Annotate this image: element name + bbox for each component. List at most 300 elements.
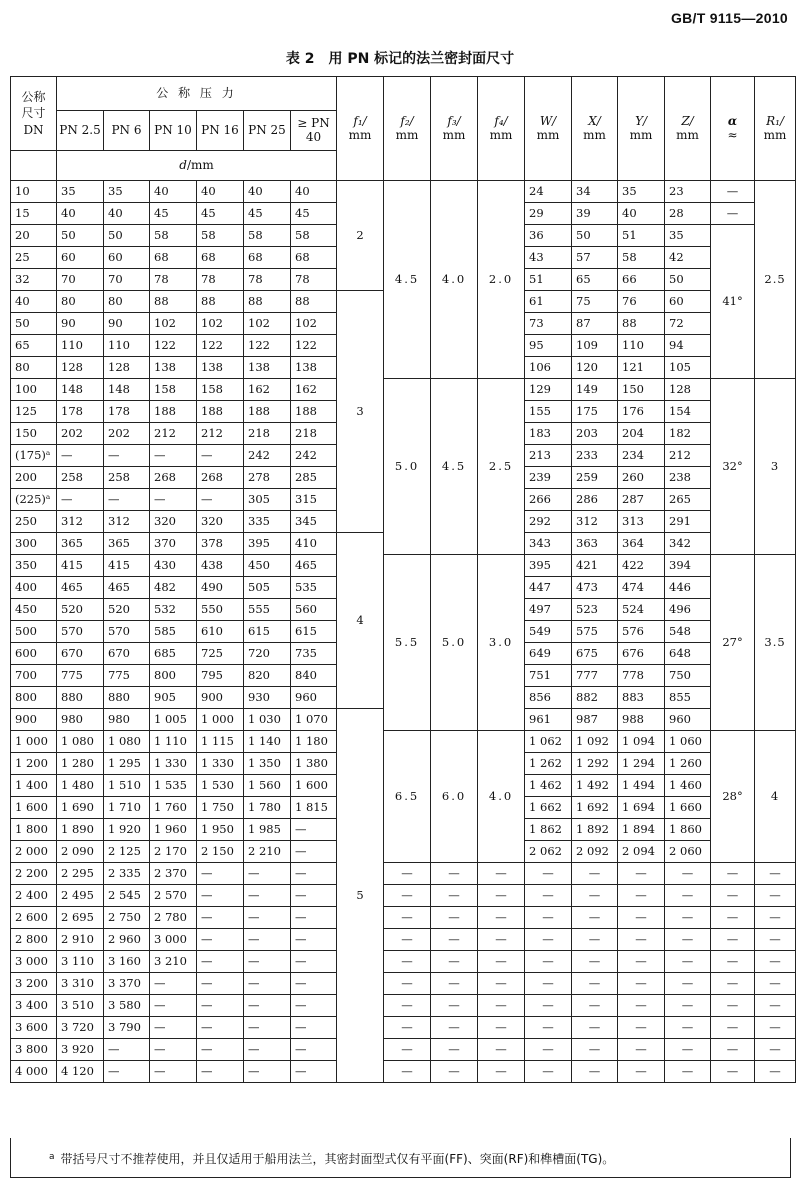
x-cell: 34	[572, 181, 618, 203]
d-cell: —	[197, 973, 244, 995]
dn-header-line1: 公称	[21, 90, 46, 105]
empty-dash-cell: —	[525, 1039, 572, 1061]
d-cell: —	[197, 445, 244, 467]
d-cell: 3 370	[104, 973, 150, 995]
d-cell: 610	[197, 621, 244, 643]
r1-cell: 3.5	[755, 555, 796, 731]
dn-cell: 400	[11, 577, 57, 599]
w-cell: 395	[525, 555, 572, 577]
pressure-header-4: PN 25	[244, 111, 291, 151]
f2-cell: 6.5	[384, 731, 431, 863]
d-cell: 415	[57, 555, 104, 577]
d-cell: 1 115	[197, 731, 244, 753]
dn-cell: 3 800	[11, 1039, 57, 1061]
empty-dash-cell: —	[755, 1039, 796, 1061]
d-cell: 258	[57, 467, 104, 489]
dn-cell: 4 000	[11, 1061, 57, 1083]
d-cell: 670	[57, 643, 104, 665]
y-cell: 988	[618, 709, 665, 731]
dn-cell: 3 600	[11, 1017, 57, 1039]
d-cell: 1 295	[104, 753, 150, 775]
table-row	[11, 863, 796, 885]
y-cell: 2 094	[618, 841, 665, 863]
d-cell: 242	[244, 445, 291, 467]
d-cell: 40	[150, 181, 197, 203]
x-cell: 987	[572, 709, 618, 731]
d-cell: 68	[150, 247, 197, 269]
d-cell: 365	[57, 533, 104, 555]
table-row	[11, 995, 796, 1017]
empty-dash-cell: —	[525, 929, 572, 951]
d-cell: 178	[57, 401, 104, 423]
y-cell: 35	[618, 181, 665, 203]
z-cell: 265	[665, 489, 711, 511]
table-row	[11, 885, 796, 907]
empty-dash-cell: —	[618, 1017, 665, 1039]
z-cell: 60	[665, 291, 711, 313]
d-cell: 35	[104, 181, 150, 203]
dn-cell: 450	[11, 599, 57, 621]
y-cell: 524	[618, 599, 665, 621]
x-cell: 65	[572, 269, 618, 291]
table-row	[11, 951, 796, 973]
d-cell: —	[291, 973, 337, 995]
w-cell: 649	[525, 643, 572, 665]
d-cell: 930	[244, 687, 291, 709]
d-cell: 560	[291, 599, 337, 621]
w-cell: 292	[525, 511, 572, 533]
d-cell: 2 695	[57, 907, 104, 929]
d-cell: 1 330	[150, 753, 197, 775]
alpha-cell: 27°	[711, 555, 755, 731]
z-cell: 28	[665, 203, 711, 225]
dn-cell: 700	[11, 665, 57, 687]
empty-dash-cell: —	[618, 973, 665, 995]
d-cell: 3 000	[150, 929, 197, 951]
d-cell: 820	[244, 665, 291, 687]
y-cell: 88	[618, 313, 665, 335]
d-cell: —	[244, 973, 291, 995]
d-cell: 615	[244, 621, 291, 643]
w-cell: 1 862	[525, 819, 572, 841]
d-cell: 2 570	[150, 885, 197, 907]
empty-dash-cell: —	[478, 929, 525, 951]
z-cell: 1 260	[665, 753, 711, 775]
d-cell: 1 005	[150, 709, 197, 731]
empty-dash-cell: —	[572, 929, 618, 951]
empty-dash-cell: —	[478, 973, 525, 995]
d-cell: 3 110	[57, 951, 104, 973]
dn-cell: 150	[11, 423, 57, 445]
z-cell: 238	[665, 467, 711, 489]
d-cell: —	[291, 819, 337, 841]
dn-cell: 3 400	[11, 995, 57, 1017]
z-cell: 212	[665, 445, 711, 467]
d-cell: 725	[197, 643, 244, 665]
empty-dash-cell: —	[572, 1017, 618, 1039]
d-cell: 880	[104, 687, 150, 709]
x-cell: 87	[572, 313, 618, 335]
f3-cell: 5.0	[431, 555, 478, 731]
d-cell: 122	[291, 335, 337, 357]
d-cell: 188	[150, 401, 197, 423]
empty-dash-cell: —	[618, 885, 665, 907]
d-cell: 2 210	[244, 841, 291, 863]
table-row	[11, 1017, 796, 1039]
dn-cell: 350	[11, 555, 57, 577]
x-cell: 421	[572, 555, 618, 577]
d-cell: 585	[150, 621, 197, 643]
empty-dash-cell: —	[572, 863, 618, 885]
empty-dash-cell: —	[665, 929, 711, 951]
w-cell: 2 062	[525, 841, 572, 863]
dn-cell: 1 400	[11, 775, 57, 797]
empty-dash-cell: —	[384, 1061, 431, 1083]
d-cell: —	[291, 841, 337, 863]
d-cell: 1 140	[244, 731, 291, 753]
f4-cell: 2.5	[478, 379, 525, 555]
empty-dash-cell: —	[711, 1017, 755, 1039]
dn-cell: 100	[11, 379, 57, 401]
d-cell: 45	[197, 203, 244, 225]
d-cell: —	[150, 1039, 197, 1061]
f3-cell: 4.5	[431, 379, 478, 555]
w-cell: 183	[525, 423, 572, 445]
d-cell: —	[197, 863, 244, 885]
table-row	[11, 973, 796, 995]
w-cell: 36	[525, 225, 572, 247]
d-cell: 70	[57, 269, 104, 291]
dn-cell: 10	[11, 181, 57, 203]
z-cell: 72	[665, 313, 711, 335]
y-cell: 1 294	[618, 753, 665, 775]
z-cell: 105	[665, 357, 711, 379]
r1-cell: 2.5	[755, 181, 796, 379]
d-cell: 335	[244, 511, 291, 533]
z-cell: 548	[665, 621, 711, 643]
empty-dash-cell: —	[711, 995, 755, 1017]
dn-cell: (225)ᵃ	[11, 489, 57, 511]
empty-dash-cell: —	[665, 863, 711, 885]
d-cell: 60	[57, 247, 104, 269]
pressure-header-3: PN 16	[197, 111, 244, 151]
empty-dash-cell: —	[755, 929, 796, 951]
d-cell: 2 170	[150, 841, 197, 863]
d-cell: 1 760	[150, 797, 197, 819]
w-cell: 239	[525, 467, 572, 489]
d-cell: 1 180	[291, 731, 337, 753]
d-cell: 1 330	[197, 753, 244, 775]
x-cell: 233	[572, 445, 618, 467]
empty-dash-cell: —	[478, 1061, 525, 1083]
f1-cell: 4	[337, 533, 384, 709]
d-cell: 122	[197, 335, 244, 357]
d-cell: —	[57, 489, 104, 511]
d-cell: 980	[104, 709, 150, 731]
dn-cell: 65	[11, 335, 57, 357]
dn-cell: 1 000	[11, 731, 57, 753]
w-cell: 549	[525, 621, 572, 643]
dn-cell: 800	[11, 687, 57, 709]
dn-cell: 3 000	[11, 951, 57, 973]
d-cell: 2 780	[150, 907, 197, 929]
z-cell: 1 460	[665, 775, 711, 797]
empty-dash-cell: —	[618, 929, 665, 951]
z-cell: 750	[665, 665, 711, 687]
dn-cell: 1 600	[11, 797, 57, 819]
d-cell: 285	[291, 467, 337, 489]
empty-dash-cell: —	[618, 995, 665, 1017]
empty-dash-cell: —	[665, 907, 711, 929]
dn-cell: 32	[11, 269, 57, 291]
empty-dash-cell: —	[525, 863, 572, 885]
d-cell: 45	[291, 203, 337, 225]
d-cell: —	[197, 1017, 244, 1039]
x-cell: 882	[572, 687, 618, 709]
y-cell: 883	[618, 687, 665, 709]
d-cell: —	[197, 1039, 244, 1061]
dn-header-line3: DN	[23, 122, 44, 137]
d-cell: 40	[197, 181, 244, 203]
z-cell: 128	[665, 379, 711, 401]
d-cell: 218	[244, 423, 291, 445]
d-cell: 78	[150, 269, 197, 291]
dn-cell: 50	[11, 313, 57, 335]
d-cell: 188	[197, 401, 244, 423]
d-cell: 148	[57, 379, 104, 401]
y-cell: 234	[618, 445, 665, 467]
z-cell: 394	[665, 555, 711, 577]
empty-dash-cell: —	[431, 885, 478, 907]
pressure-header-2: PN 10	[150, 111, 197, 151]
empty-dash-cell: —	[478, 951, 525, 973]
z-cell: 2 060	[665, 841, 711, 863]
dn-cell: 2 200	[11, 863, 57, 885]
d-cell: 68	[244, 247, 291, 269]
footnote	[10, 1138, 791, 1178]
w-cell: 43	[525, 247, 572, 269]
dn-header-blank	[11, 151, 57, 181]
d-cell: 58	[244, 225, 291, 247]
d-cell: 1 690	[57, 797, 104, 819]
d-cell: —	[150, 1061, 197, 1083]
d-cell: 1 280	[57, 753, 104, 775]
d-cell: 88	[244, 291, 291, 313]
x-cell: 1 292	[572, 753, 618, 775]
d-cell: 2 370	[150, 863, 197, 885]
d-cell: 312	[104, 511, 150, 533]
dn-cell: 40	[11, 291, 57, 313]
d-cell: 2 295	[57, 863, 104, 885]
f3-cell: 4.0	[431, 181, 478, 379]
d-cell: 395	[244, 533, 291, 555]
d-cell: 278	[244, 467, 291, 489]
empty-dash-cell: —	[711, 1039, 755, 1061]
empty-dash-cell: —	[431, 951, 478, 973]
d-cell: 532	[150, 599, 197, 621]
d-cell: —	[291, 1039, 337, 1061]
empty-dash-cell: —	[711, 863, 755, 885]
empty-dash-cell: —	[431, 907, 478, 929]
d-cell: 795	[197, 665, 244, 687]
dn-cell: 3 200	[11, 973, 57, 995]
w-cell: 106	[525, 357, 572, 379]
w-cell: 24	[525, 181, 572, 203]
d-cell: 3 160	[104, 951, 150, 973]
d-cell: 40	[244, 181, 291, 203]
d-cell: 212	[197, 423, 244, 445]
d-cell: —	[244, 885, 291, 907]
dn-cell: 25	[11, 247, 57, 269]
d-cell: 122	[244, 335, 291, 357]
d-cell: 218	[291, 423, 337, 445]
d-cell: 520	[104, 599, 150, 621]
d-cell: 735	[291, 643, 337, 665]
f1-cell: 5	[337, 709, 384, 1083]
d-cell: 1 960	[150, 819, 197, 841]
x-cell: 777	[572, 665, 618, 687]
r1-cell: 4	[755, 731, 796, 863]
y-cell: 287	[618, 489, 665, 511]
x-cell: 109	[572, 335, 618, 357]
d-cell: 40	[104, 203, 150, 225]
w-cell: 61	[525, 291, 572, 313]
d-cell: —	[104, 1061, 150, 1083]
d-cell: —	[150, 995, 197, 1017]
empty-dash-cell: —	[665, 973, 711, 995]
table-row	[11, 929, 796, 951]
empty-dash-cell: —	[665, 995, 711, 1017]
x-cell: 1 692	[572, 797, 618, 819]
empty-dash-cell: —	[525, 1017, 572, 1039]
empty-dash-cell: —	[431, 1039, 478, 1061]
z-cell: 35	[665, 225, 711, 247]
d-cell: 775	[57, 665, 104, 687]
x-cell: 286	[572, 489, 618, 511]
w-cell: 1 062	[525, 731, 572, 753]
d-cell: 158	[150, 379, 197, 401]
empty-dash-cell: —	[755, 1061, 796, 1083]
z-cell: 1 060	[665, 731, 711, 753]
empty-dash-cell: —	[431, 1061, 478, 1083]
dn-cell: 2 000	[11, 841, 57, 863]
d-cell: —	[291, 1017, 337, 1039]
y-cell: 58	[618, 247, 665, 269]
dn-cell: 15	[11, 203, 57, 225]
x-cell: 75	[572, 291, 618, 313]
dn-header-line2: 尺寸	[21, 106, 46, 121]
empty-dash-cell: —	[572, 885, 618, 907]
d-cell: 1 600	[291, 775, 337, 797]
x-cell: 575	[572, 621, 618, 643]
empty-dash-cell: —	[755, 995, 796, 1017]
w-cell: 29	[525, 203, 572, 225]
z-cell: 960	[665, 709, 711, 731]
d-cell: —	[197, 995, 244, 1017]
x-cell: 120	[572, 357, 618, 379]
d-cell: —	[197, 489, 244, 511]
x-cell: 50	[572, 225, 618, 247]
flange-dimension-table	[10, 76, 796, 1083]
d-cell: 58	[291, 225, 337, 247]
d-cell: 212	[150, 423, 197, 445]
empty-dash-cell: —	[431, 929, 478, 951]
z-cell: 94	[665, 335, 711, 357]
empty-dash-cell: —	[525, 951, 572, 973]
d-cell: 378	[197, 533, 244, 555]
d-cell: 1 350	[244, 753, 291, 775]
d-cell: 1 080	[104, 731, 150, 753]
d-cell: 3 310	[57, 973, 104, 995]
empty-dash-cell: —	[525, 885, 572, 907]
empty-dash-cell: —	[431, 863, 478, 885]
empty-dash-cell: —	[384, 907, 431, 929]
d-cell: 102	[244, 313, 291, 335]
y-cell: 260	[618, 467, 665, 489]
w-cell: 447	[525, 577, 572, 599]
d-cell: 1 080	[57, 731, 104, 753]
d-cell: 2 335	[104, 863, 150, 885]
dn-cell: 200	[11, 467, 57, 489]
d-cell: 138	[291, 357, 337, 379]
d-cell: 1 510	[104, 775, 150, 797]
d-cell: 1 070	[291, 709, 337, 731]
dn-cell: 2 600	[11, 907, 57, 929]
d-cell: 1 030	[244, 709, 291, 731]
y-cell: 51	[618, 225, 665, 247]
f4-cell: 4.0	[478, 731, 525, 863]
alpha-cell: 41°	[711, 225, 755, 379]
x-cell: 259	[572, 467, 618, 489]
w-cell: 856	[525, 687, 572, 709]
d-cell: 1 750	[197, 797, 244, 819]
y-cell: 66	[618, 269, 665, 291]
d-cell: 570	[104, 621, 150, 643]
empty-dash-cell: —	[755, 885, 796, 907]
dn-cell: 1 800	[11, 819, 57, 841]
d-cell: 1 535	[150, 775, 197, 797]
alpha-cell: 28°	[711, 731, 755, 863]
d-cell: —	[197, 929, 244, 951]
d-cell: 102	[197, 313, 244, 335]
d-cell: —	[244, 1017, 291, 1039]
d-cell: —	[244, 951, 291, 973]
empty-dash-cell: —	[711, 929, 755, 951]
w-cell: 343	[525, 533, 572, 555]
empty-dash-cell: —	[572, 973, 618, 995]
dn-cell: 1 200	[11, 753, 57, 775]
d-cell: 3 920	[57, 1039, 104, 1061]
empty-dash-cell: —	[525, 995, 572, 1017]
d-cell: 1 950	[197, 819, 244, 841]
d-cell: 315	[291, 489, 337, 511]
d-cell: —	[291, 863, 337, 885]
d-cell: 535	[291, 577, 337, 599]
standard-number: GB/T 9115—2010	[670, 10, 788, 26]
empty-dash-cell: —	[665, 1017, 711, 1039]
empty-dash-cell: —	[431, 973, 478, 995]
z-cell: 23	[665, 181, 711, 203]
w-cell: 266	[525, 489, 572, 511]
empty-dash-cell: —	[525, 907, 572, 929]
d-cell: 1 710	[104, 797, 150, 819]
d-cell: 555	[244, 599, 291, 621]
d-unit-header: d/mm	[57, 151, 337, 181]
z-cell: 42	[665, 247, 711, 269]
d-cell: 880	[57, 687, 104, 709]
d-cell: 110	[104, 335, 150, 357]
footnote-mark: a	[49, 1152, 55, 1162]
